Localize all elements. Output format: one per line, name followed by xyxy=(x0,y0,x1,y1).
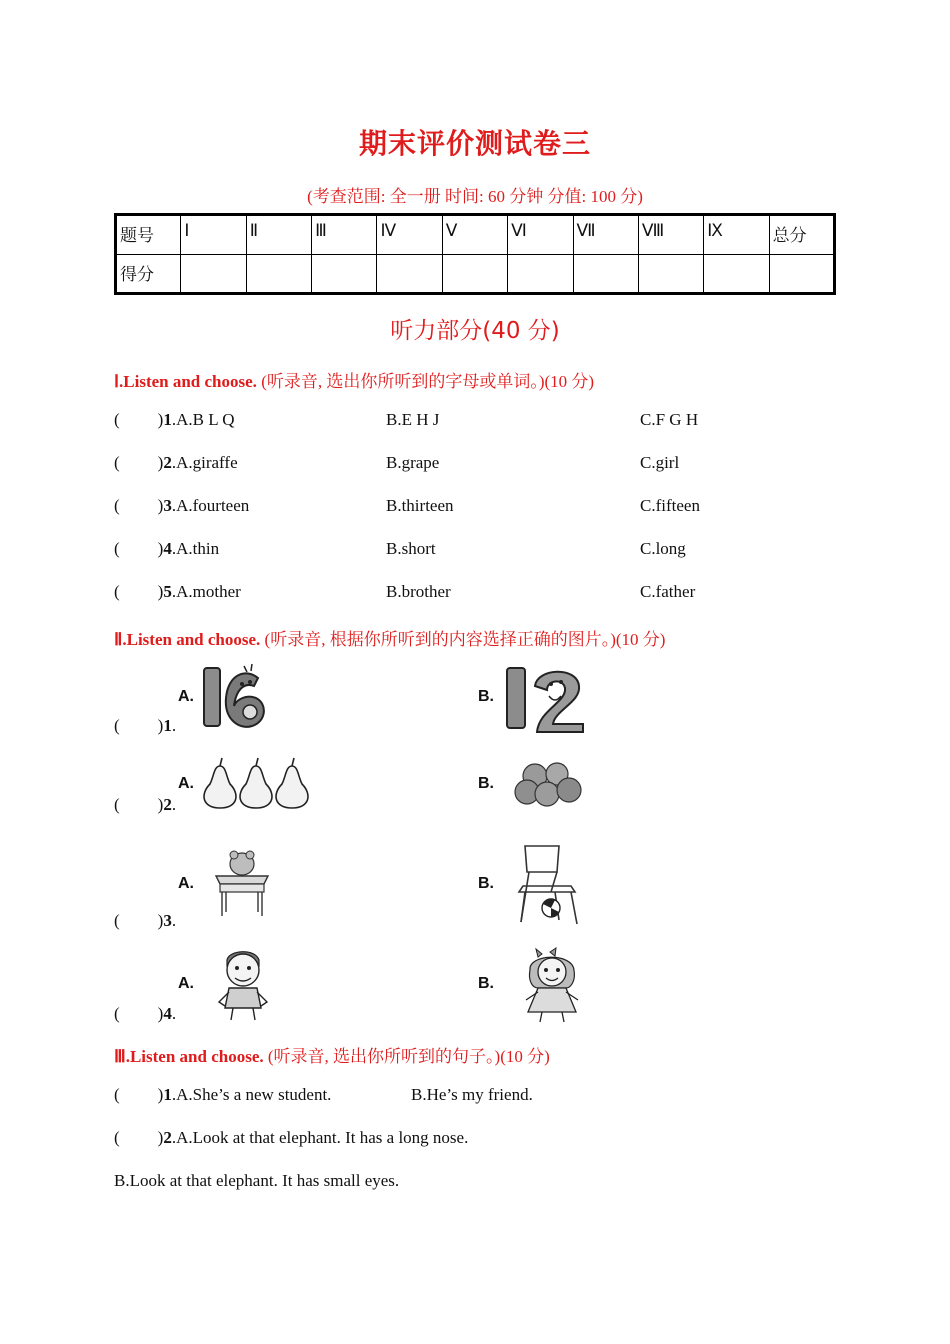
answer-paren-close: ) xyxy=(157,1004,164,1023)
oranges-image xyxy=(513,762,585,808)
section2-heading xyxy=(114,625,665,650)
question-number: 2 xyxy=(163,795,172,814)
score-header-cell: Ⅱ xyxy=(246,215,311,255)
page-subtitle: (考查范围: 全一册 时间: 60 分钟 分值: 100 分) xyxy=(307,187,643,206)
score-cell[interactable] xyxy=(246,254,311,294)
option-c: C.long xyxy=(640,539,686,558)
question-row xyxy=(114,1085,331,1105)
section3-heading-rest: (听录音, 选出你所听到的句子。)(10 分) xyxy=(263,1047,550,1066)
score-header-cell: Ⅲ xyxy=(312,215,377,255)
option-a: .A.mother xyxy=(171,582,241,601)
question-row xyxy=(114,582,241,602)
question-number: 4 xyxy=(163,539,172,558)
option-b: B.short xyxy=(386,539,436,558)
option-c: C.girl xyxy=(640,453,680,472)
toy-on-desk-image xyxy=(212,850,272,920)
question-number: 2 xyxy=(163,1128,172,1147)
option-c: C.father xyxy=(640,582,696,601)
section1-heading-rest: (听录音, 选出你所听到的字母或单词。)(10 分) xyxy=(256,372,595,391)
part-title: 听力部分(40 分) xyxy=(390,318,560,344)
question-number: 1 xyxy=(163,1085,172,1104)
question-number: 5 xyxy=(163,582,172,601)
score-cell[interactable] xyxy=(442,254,507,294)
section3-heading-bold: Ⅲ.Listen and choose. xyxy=(114,1047,264,1066)
score-header-cell: Ⅷ xyxy=(638,215,703,255)
score-header-cell: Ⅵ xyxy=(508,215,573,255)
option-a: .A.giraffe xyxy=(171,453,238,472)
picture-option-b-label: B. xyxy=(478,688,494,705)
question-number: 3 xyxy=(163,496,172,515)
answer-paren-close: ) xyxy=(157,539,164,558)
picture-option-b-label: B. xyxy=(478,975,494,992)
question-row xyxy=(114,539,219,559)
section2-heading-rest: (听录音, 根据你所听到的内容选择正确的图片。)(10 分) xyxy=(260,630,666,649)
option-b: B.grape xyxy=(386,453,440,472)
score-cell[interactable] xyxy=(769,254,834,294)
option-c: C.F G H xyxy=(640,410,699,429)
picture-option-b-label: B. xyxy=(478,875,494,892)
answer-paren-open: ( xyxy=(114,410,120,429)
option-b: B.Look at that elephant. It has small eyes. xyxy=(114,1171,400,1190)
option-b: B.brother xyxy=(386,582,451,601)
option-b: B.He’s my friend. xyxy=(411,1085,533,1104)
section3-heading xyxy=(114,1042,550,1067)
answer-paren-close: ) xyxy=(157,911,164,930)
score-header-cell: Ⅳ xyxy=(377,215,442,255)
answer-paren-close: ) xyxy=(157,716,164,735)
boy-image xyxy=(215,948,270,1023)
question-number: 1 xyxy=(163,410,172,429)
answer-paren-close: ) xyxy=(157,795,164,814)
question-number: 4 xyxy=(163,1004,172,1023)
ball-under-chair-image xyxy=(515,842,580,927)
answer-paren-close: ) xyxy=(157,1128,164,1147)
answer-paren-open: ( xyxy=(114,911,120,930)
question-dot: . xyxy=(171,911,177,930)
question-row xyxy=(114,410,235,430)
score-header-cell: Ⅰ xyxy=(181,215,246,255)
picture-question-row xyxy=(114,911,176,931)
section1-heading xyxy=(114,367,594,392)
picture-question-row xyxy=(114,716,176,736)
option-b: B.thirteen xyxy=(386,496,454,515)
score-header-cell: Ⅴ xyxy=(442,215,507,255)
option-a: .A.thin xyxy=(171,539,220,558)
score-cell[interactable] xyxy=(181,254,246,294)
score-header-row xyxy=(116,215,835,255)
option-a: .A.Look at that elephant. It has a long nose. xyxy=(171,1128,469,1147)
pears-image xyxy=(200,756,315,812)
answer-paren-open: ( xyxy=(114,539,120,558)
section2-heading-bold: Ⅱ.Listen and choose. xyxy=(114,630,261,649)
score-header-cell: Ⅸ xyxy=(704,215,769,255)
number-sixteen-image xyxy=(200,660,275,730)
picture-question-row xyxy=(114,1004,176,1024)
question-row xyxy=(114,453,238,473)
question-row xyxy=(114,496,249,516)
page-title: 期末评价测试卷三 xyxy=(358,127,591,160)
answer-paren-open: ( xyxy=(114,496,120,515)
option-b: B.E H J xyxy=(386,410,440,429)
answer-paren-close: ) xyxy=(157,496,164,515)
question-dot: . xyxy=(171,1004,177,1023)
number-twelve-image xyxy=(505,662,590,732)
score-cell[interactable] xyxy=(573,254,638,294)
score-header-cell: 总分 xyxy=(769,215,834,255)
question-dot: . xyxy=(171,716,177,735)
picture-option-b-label: B. xyxy=(478,775,494,792)
option-a: .A.fourteen xyxy=(171,496,250,515)
answer-paren-open: ( xyxy=(114,1085,120,1104)
picture-option-a-label: A. xyxy=(178,875,194,892)
answer-paren-close: ) xyxy=(157,1085,164,1104)
score-value-row xyxy=(116,254,835,294)
section1-heading-bold: Ⅰ.Listen and choose. xyxy=(114,372,257,391)
question-number: 2 xyxy=(163,453,172,472)
question-row xyxy=(114,1128,468,1148)
question-number: 3 xyxy=(163,911,172,930)
picture-option-a-label: A. xyxy=(178,975,194,992)
picture-option-a-label: A. xyxy=(178,775,194,792)
answer-paren-close: ) xyxy=(157,410,164,429)
girl-image xyxy=(522,948,582,1023)
answer-paren-open: ( xyxy=(114,582,120,601)
score-cell[interactable] xyxy=(377,254,442,294)
picture-question-row xyxy=(114,795,176,815)
option-a: .A.She’s a new student. xyxy=(171,1085,332,1104)
question-dot: . xyxy=(171,795,177,814)
option-c: C.fifteen xyxy=(640,496,700,515)
score-cell[interactable] xyxy=(638,254,703,294)
score-header-cell: Ⅶ xyxy=(573,215,638,255)
score-cell[interactable] xyxy=(508,254,573,294)
picture-option-a-label: A. xyxy=(178,688,194,705)
option-a: .A.B L Q xyxy=(171,410,235,429)
answer-paren-open: ( xyxy=(114,716,120,735)
question-number: 1 xyxy=(163,716,172,735)
answer-paren-open: ( xyxy=(114,1128,120,1147)
score-cell[interactable] xyxy=(312,254,377,294)
answer-paren-open: ( xyxy=(114,795,120,814)
score-row-label: 得分 xyxy=(116,254,181,294)
answer-paren-close: ) xyxy=(157,582,164,601)
answer-paren-close: ) xyxy=(157,453,164,472)
score-header-cell: 题号 xyxy=(116,215,181,255)
score-cell[interactable] xyxy=(704,254,769,294)
score-table xyxy=(114,213,836,295)
answer-paren-open: ( xyxy=(114,453,120,472)
answer-paren-open: ( xyxy=(114,1004,120,1023)
